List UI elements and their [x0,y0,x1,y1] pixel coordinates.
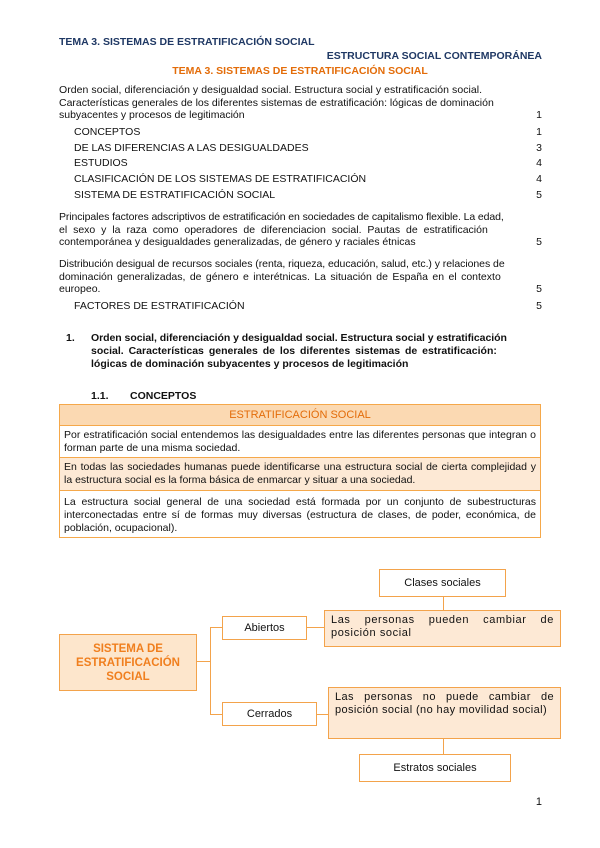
toc-item-page: 3 [536,142,542,154]
header-left-title: TEMA 3. SISTEMAS DE ESTRATIFICACIÓN SOCIAL [59,36,315,48]
toc-item-page: 5 [536,300,542,312]
page-number: 1 [535,796,542,808]
open-system-node [222,616,307,640]
toc-third-line: europeo. [59,283,101,295]
toc-second-line: el sexo y la raza como operadores de diferenciacion social. Pautas de estratificación [59,223,488,236]
connector-line [443,597,444,610]
subsection-number: 1.1. [91,390,109,402]
toc-intro-page: 1 [536,109,542,121]
toc-third-page: 5 [536,283,542,295]
toc-second-page: 5 [536,236,542,248]
toc-item-conceptos[interactable]: CONCEPTOS [74,126,141,138]
section-heading-line: Orden social, diferenciación y desigualdad social. Estructura social y estratificación [91,332,507,344]
section-heading-line: social. Características generales de los diferentes sistemas de estratificación: [91,345,497,357]
connector-line [196,661,211,662]
toc-intro-line: subyacentes y procesos de legitimación [59,109,245,121]
stratification-diagram [0,560,600,790]
toc-intro-line: Características generales de los diferentes sistemas de estratificación: lógicas de dominación [59,96,494,109]
toc-item-page: 1 [536,126,542,138]
concept-box-title: ESTRATIFICACIÓN SOCIAL [60,405,540,425]
connector-line [316,714,328,715]
closed-system-label: Cerrados [246,708,293,720]
toc-item-page: 4 [536,173,542,185]
toc-item-factores[interactable]: FACTORES DE ESTRATIFICACIÓN [74,300,245,312]
toc-second [59,211,542,249]
stratification-system-label: SISTEMA DE ESTRATIFICACIÓN SOCIAL [76,642,180,683]
open-system-label: Abiertos [244,622,285,634]
closed-system-node [222,702,317,726]
connector-line [210,627,211,714]
toc-item-estudios[interactable]: ESTUDIOS [74,157,128,169]
social-classes-label: Clases sociales [404,577,481,589]
header-right-title: ESTRUCTURA SOCIAL CONTEMPORÁNEA [326,50,542,62]
toc-third-line: Distribución desigual de recursos sociales (renta, riqueza, educación, salud, etc.) y relaciones de [59,258,505,270]
toc-second-line: Principales factores adscriptivos de estratificación en sociedades de capitalismo flexible. La edad, [59,211,504,223]
toc-intro-line: Orden social, diferenciación y desigualdad social. Estructura social y estratificación social. [59,84,483,96]
toc-item-sistema[interactable]: SISTEMA DE ESTRATIFICACIÓN SOCIAL [74,189,276,201]
section-heading [91,332,542,371]
toc-third [59,258,542,296]
connector-line [306,627,324,628]
connector-line [443,738,444,754]
concept-substructures: La estructura social general de una sociedad está formada por un conjunto de subestructuras interconectadas entre sí de formas muy diversas (estructura de clases, de poder, económica, de población, ocupacional). [60,490,540,537]
toc-item-clasificacion[interactable]: CLASIFICACIÓN DE LOS SISTEMAS DE ESTRATIFICACIÓN [74,173,367,185]
page-title: TEMA 3. SISTEMAS DE ESTRATIFICACIÓN SOCIAL [172,65,428,77]
social-classes-node [379,569,506,597]
concept-box [59,404,541,538]
closed-description: Las personas no puede cambiar de posición social (no hay movilidad social) [328,687,561,739]
section-number: 1. [66,332,75,344]
toc-item-diferencias[interactable]: DE LAS DIFERENCIAS A LAS DESIGUALDADES [74,142,309,154]
toc-third-line: dominación generalizadas, de género e interétnicas. La situación de España en el contexto [59,270,501,283]
subsection-title: CONCEPTOS [130,390,197,402]
toc-intro [59,84,542,122]
concept-structure: En todas las sociedades humanas puede identificarse una estructura social de cierta complejidad y la estructura social es la forma básica de enmarcar y situar a una sociedad. [60,457,540,490]
open-description: Las personas pueden cambiar de posición social [324,610,561,647]
stratification-system-node [59,634,197,691]
toc-item-page: 4 [536,157,542,169]
section-heading-line: lógicas de dominación subyacentes y procesos de legitimación [91,358,409,370]
toc-second-line: contemporánea y desigualdades generalizadas, de género y raciales étnicas [59,236,416,248]
concept-definition: Por estratificación social entendemos las desigualdades entre las diferentes personas que integran o forman parte de una misma sociedad. [60,425,540,457]
toc-item-page: 5 [536,189,542,201]
social-strata-node [359,754,511,782]
social-strata-label: Estratos sociales [393,762,477,774]
